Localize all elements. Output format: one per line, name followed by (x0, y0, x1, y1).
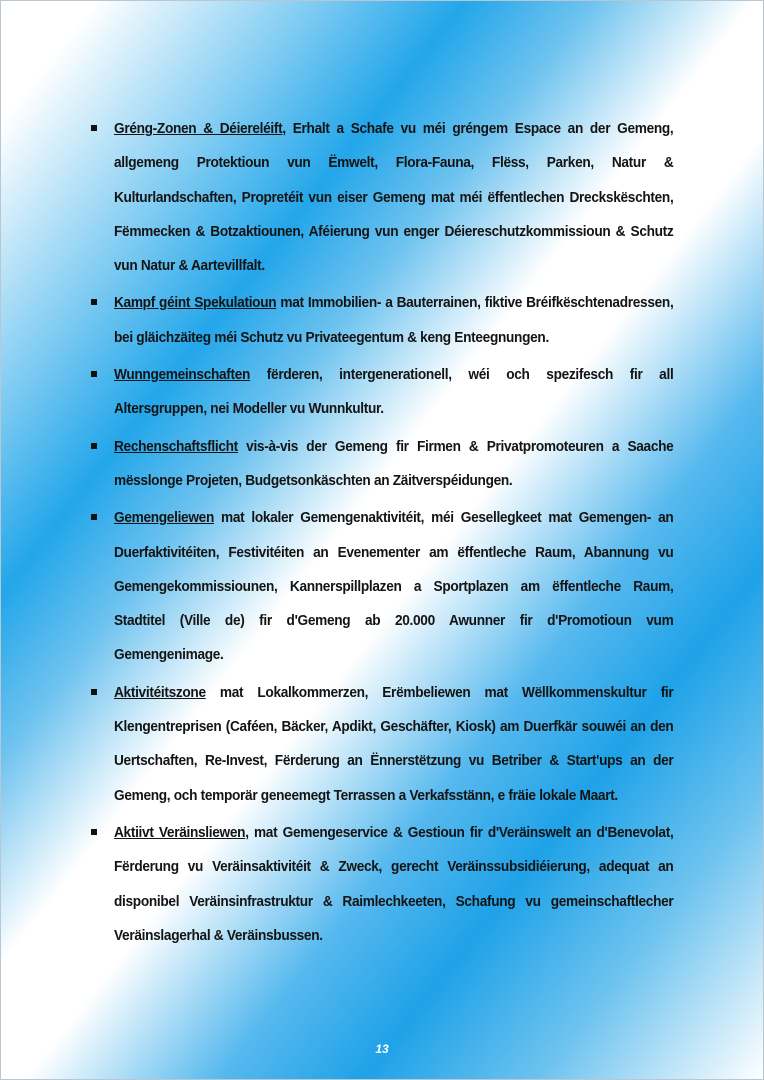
bullet-text (114, 358, 673, 427)
square-bullet-icon (91, 125, 97, 131)
bullet-text (114, 286, 673, 355)
bullet-body: , mat Gemengeservice & Gestioun fir d'Veräinswelt an d'Benevolat, Fërderung vu Veräinsaktivitéit & Zweck, gerecht Veräinssubsidiéierung, adequat an disponibel Veräinsinfrastruktur & Raimlechkeeten, Schafung vu gemeinschaftlecher Veräinslagerhal & Veräinsbussen. (114, 823, 674, 944)
bullet-text (114, 501, 673, 672)
square-bullet-icon (91, 443, 97, 449)
square-bullet-icon (91, 829, 97, 835)
page-number: 13 (375, 1042, 389, 1056)
bullet-heading: Kampf géint Spekulatioun (114, 294, 277, 312)
bullet-text (114, 430, 673, 499)
bullet-body: , Erhalt a Schafe vu méi gréngem Espace an der Gemeng, allgemeng Protektioun vun Ëmwelt, Flora-Fauna, Flëss, Parken, Natur & Kulturlandschaften, Propretéit vun eiser Gemeng mat méi ëffentlechen Dreckskëschten, Fëmmecken & Botzaktiounen, Aféierung vun enger Déiereschutzkommissioun & Schutz vun Natur & Aartevillfalt. (114, 120, 674, 275)
bullet-body: mat lokaler Gemengenaktivitéit, méi Gesellegkeet mat Gemengen- an Duerfaktivitéiten, Festivitéiten an Evenementer am ëffentleche Raum, Abannung vu Gemengekommissiounen, Kannerspillplazen a Sportplazen am ëffentleche Raum, Stadtitel (Ville de) fir d'Gemeng ab 20.000 Awunner fir d'Promotioun vum Gemengenimage. (114, 509, 674, 664)
bullet-heading: Gréng-Zonen & Déiereléift (114, 120, 283, 137)
bullet-heading: Wunngemeinschaften (114, 366, 251, 384)
list-item (91, 501, 674, 672)
list-item (91, 358, 674, 427)
bullet-list (91, 112, 674, 956)
list-item (91, 816, 674, 953)
bullet-body: vis-à-vis der Gemeng fir Firmen & Privatpromoteuren a Saache mësslonge Projeten, Budgetsonkäschten an Zäitverspéidungen. (114, 437, 674, 489)
bullet-heading: Gemengeliewen (114, 509, 214, 527)
list-item (91, 676, 674, 813)
bullet-heading: Aktiivt Veräinsliewen (114, 823, 246, 841)
bullet-text (114, 676, 673, 813)
square-bullet-icon (91, 514, 97, 520)
square-bullet-icon (91, 371, 97, 377)
list-item (91, 430, 674, 499)
bullet-heading: Aktivitéitszone (114, 683, 206, 701)
square-bullet-icon (91, 299, 97, 305)
bullet-text (114, 816, 673, 953)
square-bullet-icon (91, 689, 97, 695)
bullet-body: mat Lokalkommerzen, Erëmbeliewen mat Wëllkommenskultur fir Klengentreprisen (Caféen, Bäcker, Apdikt, Geschäfter, Kiosk) am Duerfkär souwéi an den Uertschaften, Re-Invest, Fërderung an Ënnerstëtzung vu Betriber & Start'ups an der Gemeng, och temporär geneemegt Terrassen a Verkafsstänn, e fräie lokale Maart. (114, 683, 674, 804)
bullet-body: fërderen, intergenerationell, wéi och spezifesch fir all Altersgruppen, nei Modeller vu Wunnkultur. (114, 366, 674, 418)
list-item (91, 112, 674, 283)
list-item (91, 286, 674, 355)
bullet-body: mat Immobilien- a Bauterrainen, fiktive Bréifkëschtenadressen, bei gläichzäiteg méi Schutz vu Privateegentum & keng Enteegnungen. (114, 294, 674, 346)
bullet-text (114, 112, 673, 283)
bullet-heading: Rechenschaftsflicht (114, 437, 238, 455)
